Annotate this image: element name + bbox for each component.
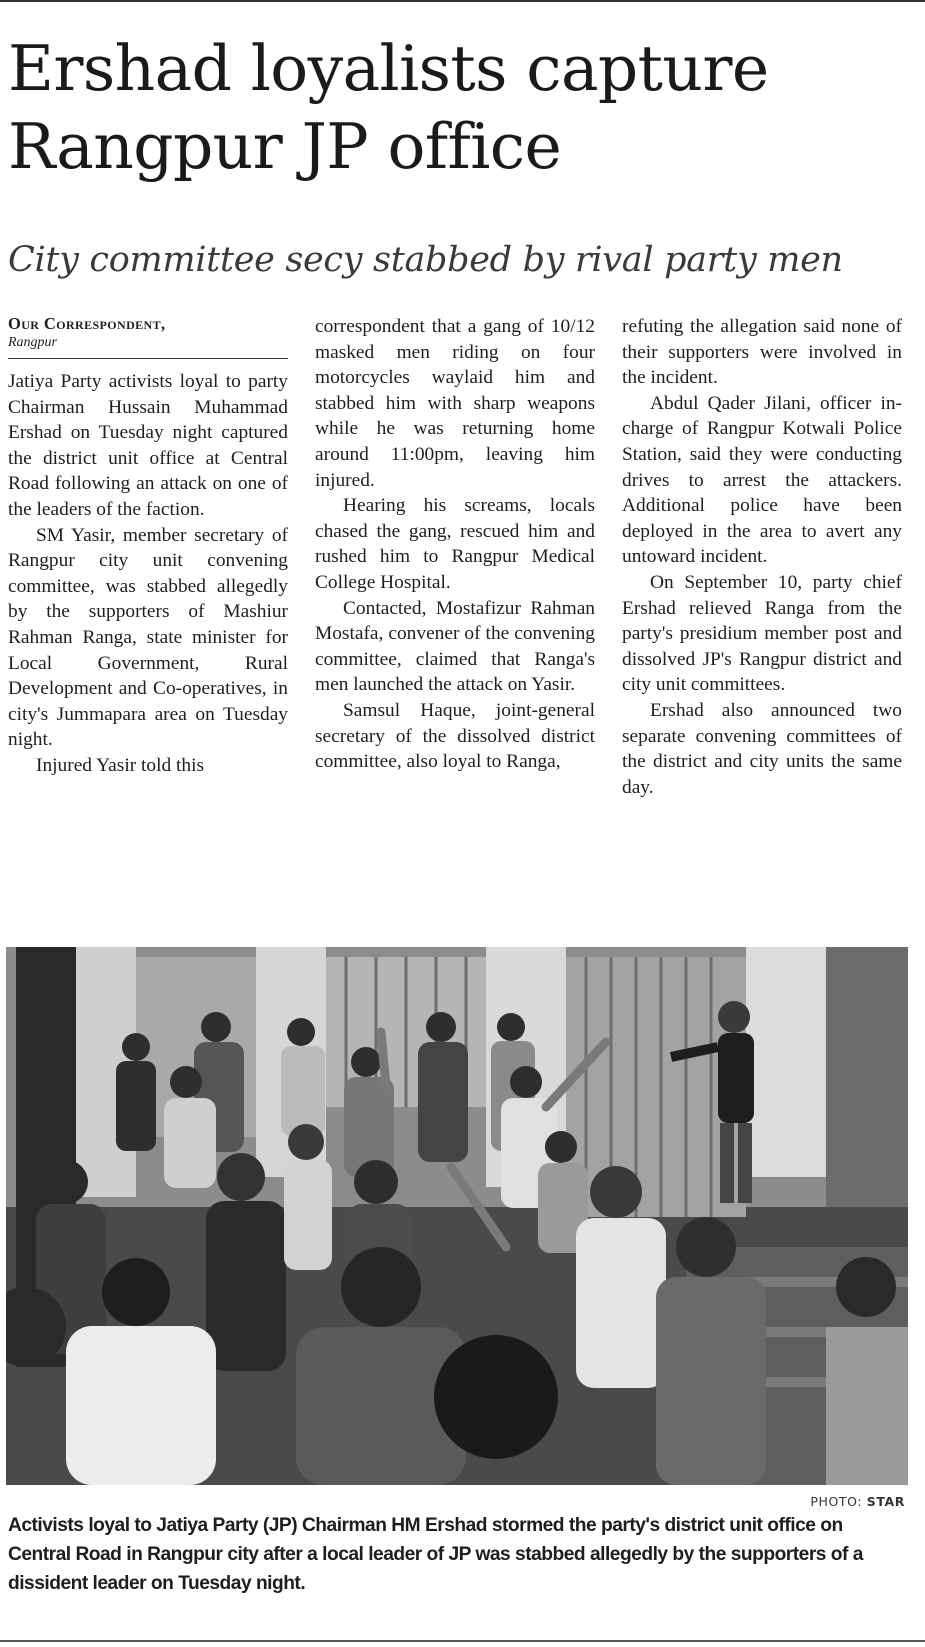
paragraph: Hearing his screams, locals chased the gang, rescued him and rushed him to Rangpur Medical College Hospital. <box>315 495 595 593</box>
byline <box>8 314 288 359</box>
photo-credit <box>810 1494 905 1509</box>
paragraph: Samsul Haque, joint-general secretary of the dissolved district committee, also loyal to Ranga, <box>315 699 595 773</box>
photo-credit-source: STAR <box>866 1494 905 1509</box>
paragraph: SM Yasir, member secretary of Rangpur city unit convening committee, was stabbed allegedly by the supporters of Mashiur Rahman Ranga, state minister for Local Government, Rural Development and Co-operatives, in city's Jummapara area on Tuesday night. <box>8 524 288 751</box>
paragraph: Injured Yasir told this <box>36 754 205 776</box>
photo-credit-prefix: PHOTO: <box>810 1494 863 1509</box>
paragraph: On September 10, party chief Ershad relieved Ranga from the party's presidium member post and dissolved JP's Rangpur district and city unit committees. <box>622 571 902 696</box>
paragraph: Abdul Qader Jilani, officer in-charge of Rangpur Kotwali Police Station, said they were conducting drives to arrest the attackers. Additional police have been deployed in the area to avert any untoward incident. <box>622 392 902 568</box>
article-body <box>8 314 908 934</box>
article-column-2 <box>315 314 595 775</box>
photo-caption: Activists loyal to Jatiya Party (JP) Chairman HM Ershad stormed the party's district unit office on Central Road in Rangpur city after a local leader of JP was stabbed allegedly by the supporters of a dissident leader on Tuesday night. <box>8 1515 863 1594</box>
crowd-photo-illustration <box>6 947 908 1485</box>
bottom-divider <box>0 1640 925 1642</box>
article-column-1 <box>8 314 288 779</box>
headline: Ershad loyalists capture Rangpur JP office <box>8 32 769 183</box>
subheadline: City committee secy stabbed by rival party men <box>8 240 843 280</box>
article-column-3 <box>622 314 902 800</box>
paragraph: Contacted, Mostafizur Rahman Mostafa, convener of the convening committee, claimed that Ranga's men launched the attack on Yasir. <box>315 597 595 696</box>
news-photo <box>6 947 908 1485</box>
paragraph: refuting the allegation said none of their supporters were involved in the incident. <box>622 316 902 389</box>
paragraph: correspondent that a gang of 10/12 masked men riding on four motorcycles waylaid him and stabbed him with sharp weapons while he was returning home around 11:00pm, leaving him injured. <box>315 316 595 491</box>
paragraph: Jatiya Party activists loyal to party Chairman Hussain Muhammad Ershad on Tuesday night captured the district unit office at Central Road following an attack on one of the leaders of the faction. <box>8 371 288 520</box>
byline-dateline: Rangpur <box>8 335 57 350</box>
paragraph: Ershad also announced two separate convening committees of the district and city units the same day. <box>622 699 902 798</box>
byline-author: Our Correspondent, <box>8 314 166 333</box>
